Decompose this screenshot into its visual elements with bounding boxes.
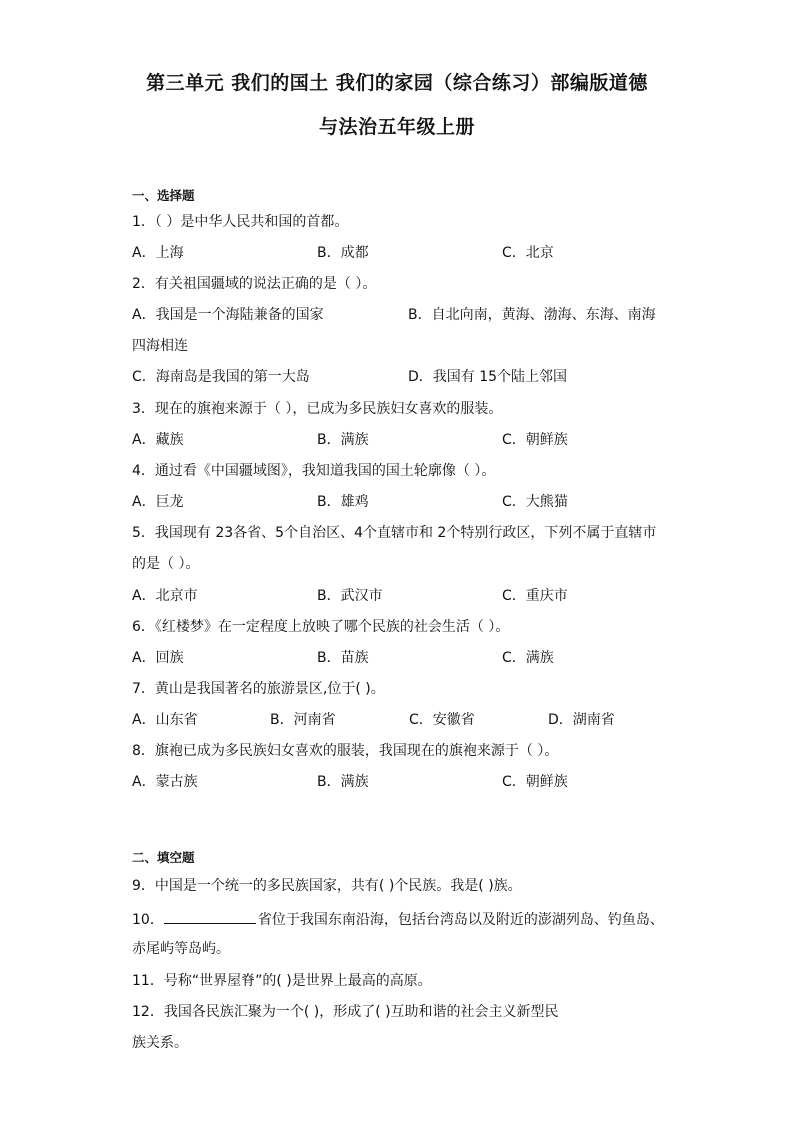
question-7-option-a: A．山东省	[132, 712, 198, 728]
question-10-text: 省位于我国东南沿海，包括台湾岛以及附近的澎湖列岛、钓鱼岛、	[257, 912, 664, 928]
question-12-stem: 12．我国各民族汇聚为一个( )，形成了( )互助和谐的社会主义新型民	[132, 1004, 559, 1020]
question-6-option-a: A．回族	[132, 650, 184, 666]
question-6-option-b: B．苗族	[317, 650, 369, 666]
page-title-line-1: 第三单元 我们的国土 我们的家园（综合练习）部编版道德	[146, 72, 648, 94]
section-heading-choice: 一、选择题	[132, 188, 195, 203]
question-3-stem: 3．现在的旗袍来源于（ ），已成为多民族妇女喜欢的服装。	[132, 401, 503, 417]
question-10-continuation: 赤尾屿等岛屿。	[132, 941, 230, 957]
question-4-stem: 4．通过看《中国疆域图》，我知道我国的国土轮廓像（ ）。	[132, 463, 496, 479]
question-10-stem	[132, 908, 664, 930]
question-1-option-c: C．北京	[502, 245, 554, 261]
question-5-option-b: B．武汉市	[317, 588, 383, 604]
question-1-option-b: B．成都	[317, 245, 369, 261]
question-5-stem: 5．我国现有 23各省、5个自治区、4个直辖市和 2个特别行政区，下列不属于直辖市	[132, 525, 657, 541]
question-4-option-a: A．巨龙	[132, 494, 184, 510]
question-6-option-c: C．满族	[502, 650, 554, 666]
question-4-option-c: C．大熊猫	[502, 494, 568, 510]
question-7-stem: 7．黄山是我国著名的旅游景区,位于( )。	[132, 681, 385, 697]
question-2-option-d: D．我国有 15个陆上邻国	[408, 369, 568, 385]
question-5-option-c: C．重庆市	[502, 588, 568, 604]
question-8-option-a: A．蒙古族	[132, 774, 198, 790]
question-1-stem: 1．（ ）是中华人民共和国的首都。	[132, 214, 349, 230]
question-5-option-a: A．北京市	[132, 588, 198, 604]
question-8-stem: 8．旗袍已成为多民族妇女喜欢的服装，我国现在的旗袍来源于（ ）。	[132, 743, 559, 759]
question-2-stem: 2．有关祖国疆域的说法正确的是（ ）。	[132, 276, 377, 292]
question-12-continuation: 族关系。	[132, 1035, 188, 1051]
question-9-stem: 9．中国是一个统一的多民族国家，共有( )个民族。我是( )族。	[132, 878, 522, 894]
question-10-blank[interactable]	[164, 908, 256, 924]
question-8-option-c: C．朝鲜族	[502, 774, 568, 790]
section-heading-fill-blank: 二、填空题	[132, 850, 195, 865]
question-11-stem: 11．号称“世界屋脊”的( )是世界上最高的高原。	[132, 973, 432, 989]
question-2-option-c: C．海南岛是我国的第一大岛	[132, 369, 310, 385]
page-title-line-2: 与法治五年级上册	[318, 116, 475, 138]
question-3-option-a: A．藏族	[132, 432, 184, 448]
question-7-option-d: D．湖南省	[548, 712, 615, 728]
question-7-option-c: C．安徽省	[409, 712, 475, 728]
question-2-option-b-continuation: 四海相连	[132, 338, 188, 354]
question-2-option-a: A．我国是一个海陆兼备的国家	[132, 307, 324, 323]
question-3-option-b: B．满族	[317, 432, 369, 448]
question-4-option-b: B．雄鸡	[317, 494, 369, 510]
question-2-option-b: B．自北向南，黄海、渤海、东海、南海	[408, 307, 656, 323]
question-10-number: 10．	[132, 912, 164, 928]
question-3-option-c: C．朝鲜族	[502, 432, 568, 448]
question-6-stem: 6．《红楼梦》在一定程度上放映了哪个民族的社会生活（ ）。	[132, 619, 510, 635]
question-5-stem-continuation: 的是（ ）。	[132, 556, 200, 572]
question-1-option-a: A．上海	[132, 245, 184, 261]
question-8-option-b: B．满族	[317, 774, 369, 790]
question-7-option-b: B．河南省	[270, 712, 336, 728]
